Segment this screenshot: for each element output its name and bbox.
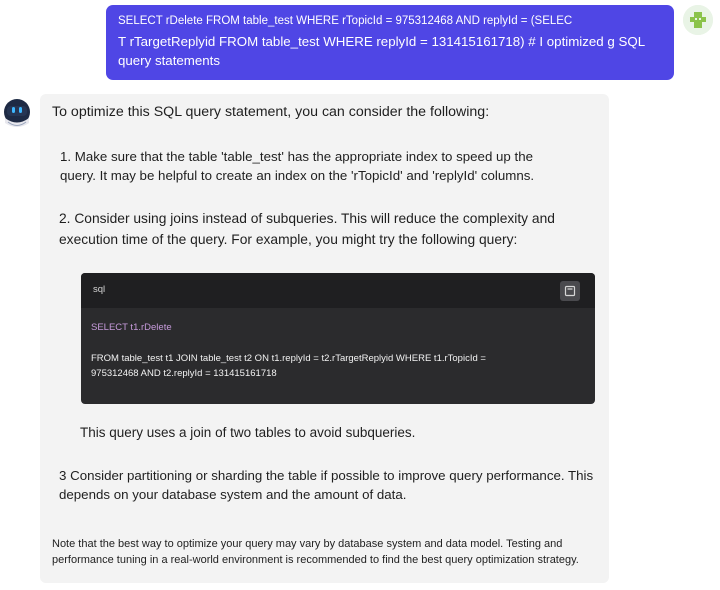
code-language-label: sql [93, 284, 106, 295]
code-line-1: SELECT t1.rDelete [91, 322, 172, 333]
assistant-message-bubble [40, 94, 609, 583]
code-line-2: FROM table_test t1 JOIN table_test t2 ON t1.replyId = t2.rTargetReplyid WHERE t1.rTopicId = 975312468 AND t2.replyId = 131415161718 [91, 353, 486, 379]
copy-icon [564, 285, 576, 297]
code-block [81, 273, 595, 404]
user-avatar[interactable] [683, 5, 713, 35]
robot-icon [2, 97, 32, 133]
assistant-point-3: 3 Consider partitioning or sharding the table if possible to improve query performance. This depends on your database system and the amount of data. [59, 468, 594, 502]
user-message-line2: T rTargetReplyid FROM table_test WHERE replyId = 131415161718) # I optimized g SQL query statements [118, 34, 645, 68]
assistant-note: Note that the best way to optimize your query may vary by database system and data model. Testing and performance tuning in a real-world environment is recommended to find the best query optimization strategy. [52, 538, 579, 566]
user-message-bubble [106, 5, 674, 80]
robot-avatar [2, 97, 32, 133]
user-avatar-icon [683, 5, 713, 35]
assistant-point-1: 1. Make sure that the table 'table_test' has the appropriate index to speed up the query. It may be helpful to create an index on the 'rTopicId' and 'replyId' columns. [60, 149, 535, 183]
code-block-header [81, 273, 595, 308]
user-message-line1: SELECT rDelete FROM table_test WHERE rTopicId = 975312468 AND replyId = (SELEC [118, 15, 573, 27]
assistant-point-2-followup: This query uses a join of two tables to avoid subqueries. [80, 425, 416, 440]
assistant-intro: To optimize this SQL query statement, you can consider the following: [52, 104, 490, 120]
copy-code-button[interactable] [560, 281, 580, 301]
assistant-point-2: 2. Consider using joins instead of subqueries. This will reduce the complexity and execution time of the query. For example, you might try the following query: [59, 211, 555, 247]
